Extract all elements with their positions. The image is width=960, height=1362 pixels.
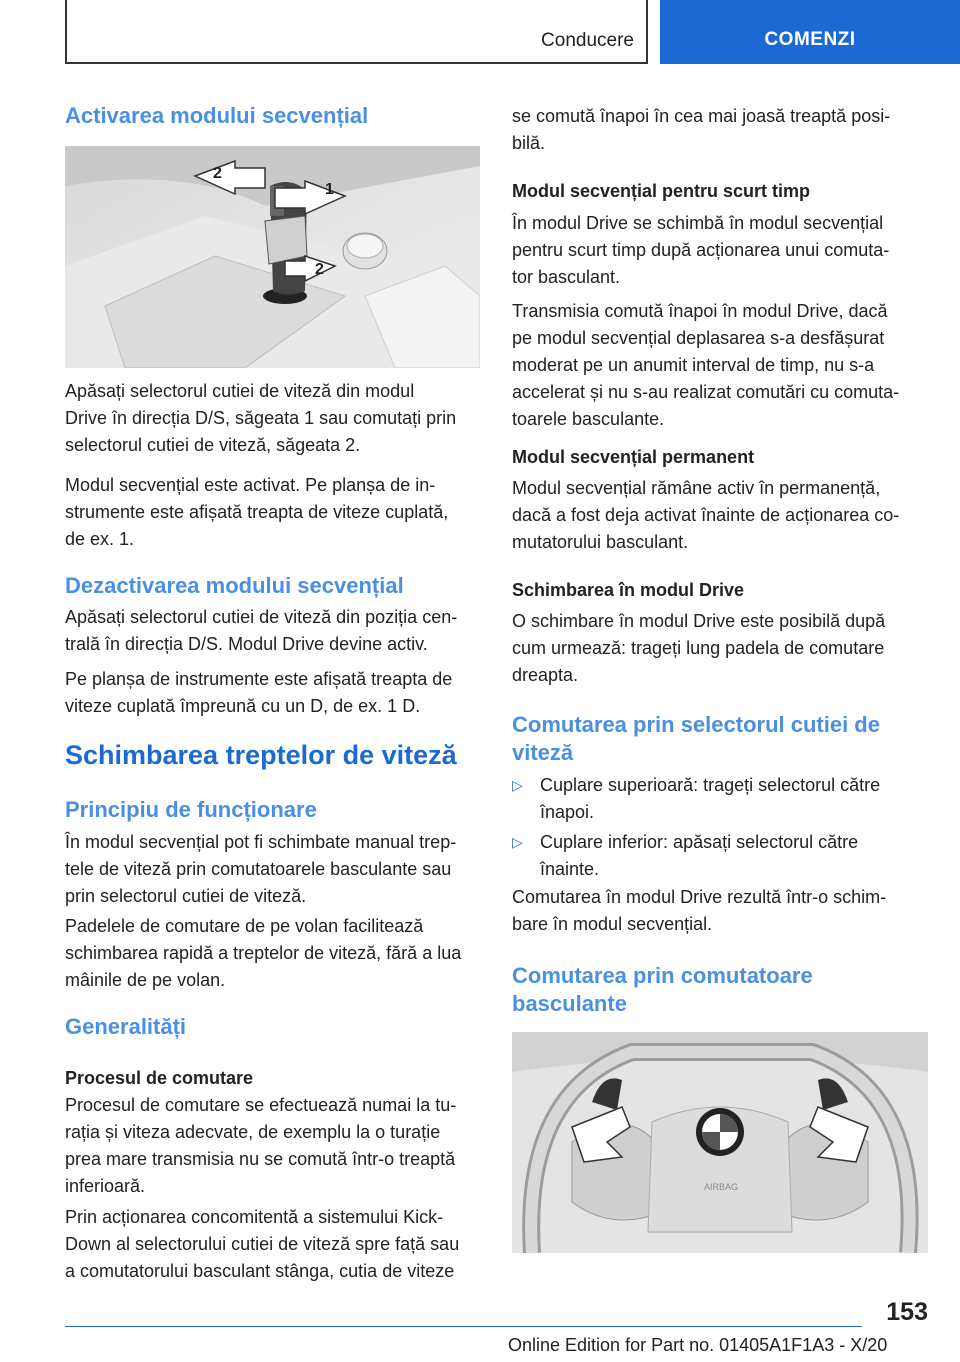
text-line: În modul Drive se schimbă în modul secvențial: [512, 213, 884, 233]
deactivation-paragraph-1: [65, 604, 457, 658]
text-line: mutatorului basculant.: [512, 532, 689, 552]
text-line: trală în direcția D/S. Modul Drive devine activ.: [65, 634, 428, 654]
text-line: Padelele de comutare de pe volan facilitează: [65, 916, 424, 936]
arrow-label-2-bottom: 2: [315, 261, 324, 278]
heading-line: viteză: [512, 739, 574, 765]
activation-paragraph-1: [65, 378, 456, 459]
text-line: cum urmează: trageți lung padela de comutare: [512, 638, 885, 658]
header-bar: [65, 0, 648, 64]
heading-line: Comutarea prin selectorul cutiei de: [512, 712, 880, 737]
heading-general: Generalități: [65, 1014, 187, 1039]
text-line: Apăsați selectorul cutiei de viteză din modul: [65, 381, 415, 401]
text-line: prin selectorul cutiei de viteză.: [65, 886, 307, 906]
text-line: Cuplare superioară: trageți selectorul către: [540, 775, 881, 795]
text-line: Pe planșa de instrumente este afișată treapta de: [65, 669, 453, 689]
heading-process: Procesul de comutare: [65, 1068, 254, 1088]
text-line: rația și viteza adecvate, de exemplu la o turație: [65, 1122, 441, 1142]
text-line: viteze cuplată împreună cu un D, de ex. 1 D.: [65, 696, 421, 716]
text-line: se comută înapoi în cea mai joasă treaptă posi-: [512, 106, 891, 126]
heading-deactivation: Dezactivarea modului secvențial: [65, 573, 404, 598]
text-line: pe modul secvențial deplasarea s-a desfășurat: [512, 328, 885, 348]
text-line: tele de viteză prin comutatoarele basculante sau: [65, 859, 452, 879]
text-line: înainte.: [540, 859, 600, 879]
text-line: moderat pe un anumit interval de timp, nu s-a: [512, 355, 875, 375]
bullet-downshift: [512, 829, 858, 883]
process-paragraph-1: [65, 1092, 456, 1200]
heading-selector-shifting: [512, 711, 880, 766]
gear-selector-illustration: [65, 146, 480, 368]
drive-paragraph: [512, 608, 885, 689]
heading-line: Comutarea prin comutatoare: [512, 963, 813, 988]
text-line: tor basculant.: [512, 267, 621, 287]
text-line: înapoi.: [540, 802, 595, 822]
text-line: strumente este afișată treapta de viteze cuplată,: [65, 502, 449, 522]
arrow-label-1: 1: [325, 181, 334, 198]
continued-paragraph: [512, 103, 890, 157]
section-title: Conducere: [541, 30, 634, 51]
arrow-label-2-top: 2: [213, 165, 222, 182]
text-line: Comutarea în modul Drive rezultă într-o schim-: [512, 887, 887, 907]
heading-short-sequential: Modul secvențial pentru scurt timp: [512, 181, 811, 201]
bullet-upshift: [512, 772, 880, 826]
text-line: inferioară.: [65, 1176, 146, 1196]
triangle-right-icon: ▷: [512, 834, 523, 850]
heading-paddle-shifting: [512, 962, 813, 1017]
text-line: pentru scurt timp după acționarea unui comuta-: [512, 240, 890, 260]
principle-paragraph-2: [65, 913, 461, 994]
text-line: accelerat și nu s-au realizat comutări cu comuta-: [512, 382, 900, 402]
text-line: toarele basculante.: [512, 409, 665, 429]
gear-selector-figure: [65, 146, 480, 368]
text-line: Transmisia comută înapoi în modul Drive, dacă: [512, 301, 888, 321]
chapter-tab: [660, 0, 960, 64]
heading-drive: Schimbarea în modul Drive: [512, 580, 745, 600]
steering-wheel-figure: [512, 1032, 928, 1253]
airbag-label: AIRBAG: [704, 1182, 739, 1192]
text-line: Drive în direcția D/S, săgeata 1 sau comutați prin: [65, 408, 457, 428]
text-line: bare în modul secvențial.: [512, 914, 713, 934]
text-line: Apăsați selectorul cutiei de viteză din poziția cen-: [65, 607, 458, 627]
footer-divider: [65, 1326, 862, 1327]
deactivation-paragraph-2: [65, 666, 452, 720]
text-line: selectorul cutiei de viteză, săgeata 2.: [65, 435, 361, 455]
text-line: de ex. 1.: [65, 529, 135, 549]
text-line: schimbarea rapidă a treptelor de viteză, fără a lua: [65, 943, 462, 963]
text-line: Down al selectorului cutiei de viteză spre față sau: [65, 1234, 460, 1254]
text-line: Cuplare inferior: apăsați selectorul către: [540, 832, 859, 852]
text-line: Modul secvențial este activat. Pe planșa de in-: [65, 475, 436, 495]
permanent-paragraph: [512, 475, 899, 556]
selector-paragraph: [512, 884, 886, 938]
page-number: 153: [886, 1298, 928, 1326]
chapter-tab-label: COMENZI: [764, 29, 856, 50]
text-line: dacă a fost deja activat înainte de acționarea co-: [512, 505, 900, 525]
heading-activation: Activarea modului secvențial: [65, 103, 369, 128]
short-paragraph-2: [512, 298, 899, 433]
text-line: O schimbare în modul Drive este posibilă după: [512, 611, 886, 631]
text-line: bilă.: [512, 133, 546, 153]
short-paragraph-1: [512, 210, 889, 291]
triangle-right-icon: ▷: [512, 777, 523, 793]
edition-text: Online Edition for Part no. 01405A1F1A3 - X/20: [508, 1335, 888, 1355]
process-paragraph-2: [65, 1204, 459, 1285]
text-line: Procesul de comutare se efectuează numai la tu-: [65, 1095, 457, 1115]
text-line: prea mare transmisia nu se comută într-o treaptă: [65, 1149, 456, 1169]
text-line: a comutatorului basculant stânga, cutia de viteze: [65, 1261, 455, 1281]
heading-gear-change: Schimbarea treptelor de viteză: [65, 740, 457, 770]
steering-wheel-illustration: [512, 1032, 928, 1253]
principle-paragraph-1: [65, 829, 456, 910]
heading-line: basculante: [512, 990, 627, 1016]
text-line: dreapta.: [512, 665, 579, 685]
text-line: Modul secvențial rămâne activ în permanență,: [512, 478, 881, 498]
text-line: mâinile de pe volan.: [65, 970, 226, 990]
text-line: Prin acționarea concomitentă a sistemului Kick-: [65, 1207, 444, 1227]
text-line: În modul secvențial pot fi schimbate manual trep-: [65, 832, 457, 852]
heading-permanent: Modul secvențial permanent: [512, 447, 755, 467]
heading-principle: Principiu de funcționare: [65, 797, 317, 822]
activation-paragraph-2: [65, 472, 448, 553]
